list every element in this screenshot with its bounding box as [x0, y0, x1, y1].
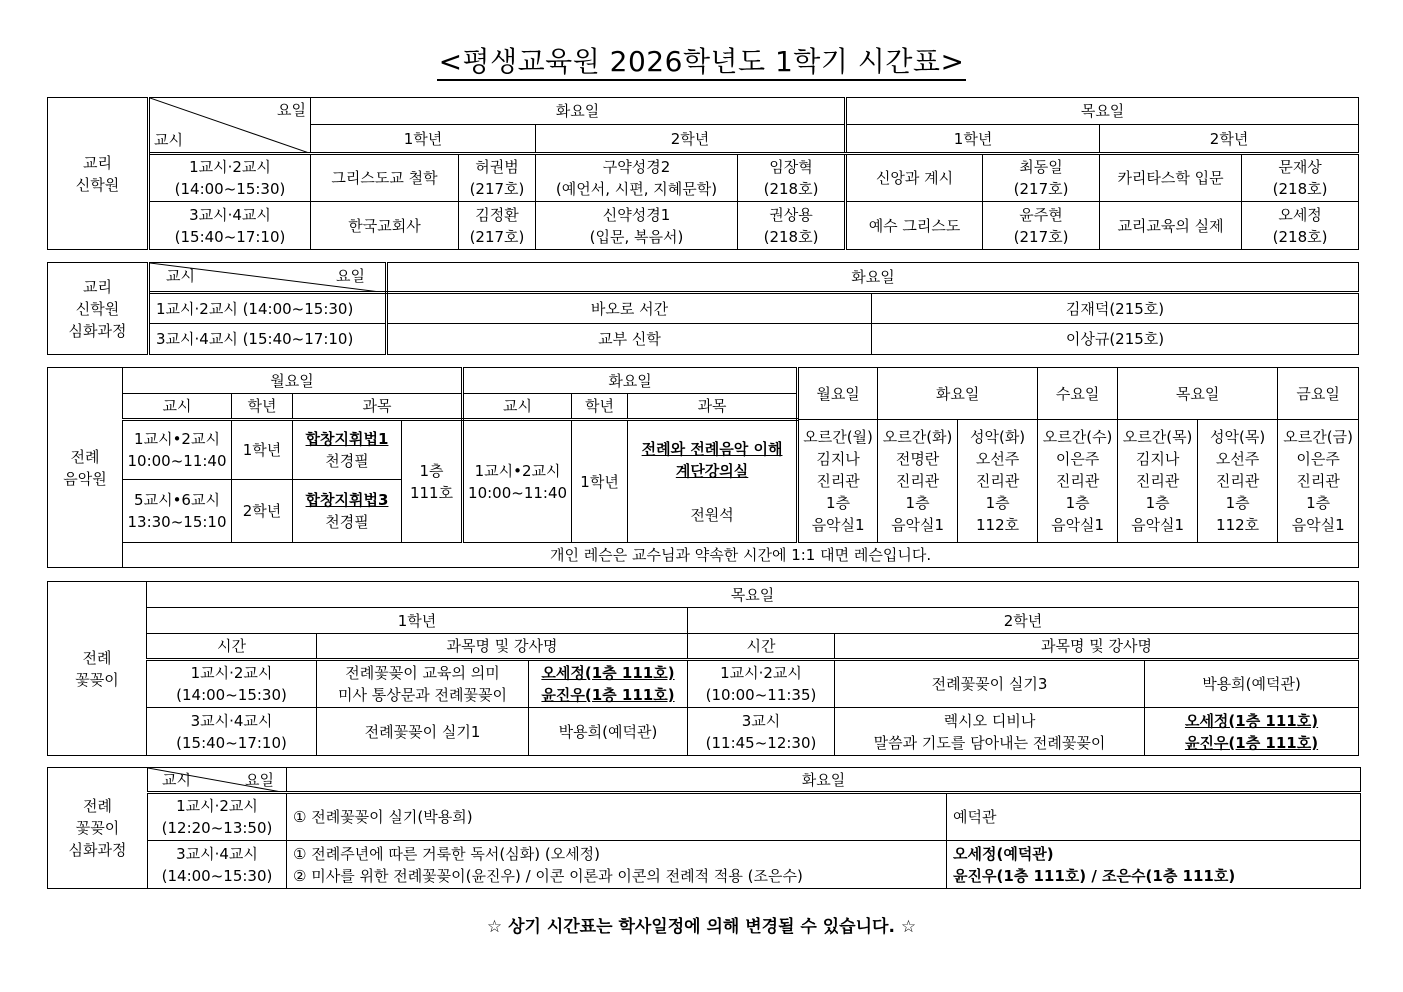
year-cell: 2학년: [232, 480, 293, 543]
teacher-cell: 김정환 (217호): [459, 202, 536, 250]
col-header-course: 과목: [628, 394, 798, 420]
col-header-time: 시간: [688, 634, 835, 660]
dept-label: 교리 신학원 심화과정: [48, 263, 149, 355]
table-doctrine-advanced: [47, 262, 1359, 355]
lesson-cell: 오르간(화) 전명란 진리관 1층 음악실1: [878, 420, 958, 543]
year-header: 1학년: [311, 125, 536, 154]
dept-label: 전례 꽃꽂이: [48, 582, 147, 756]
teacher-cell: 오세정(1층 111호) 윤진우(1층 111호): [529, 660, 688, 708]
dept-label: 전례 음악원: [48, 368, 123, 568]
course-cell: 그리스도교 철학: [311, 154, 459, 202]
course-cell: 전례꽃꽂이 실기1: [317, 708, 529, 756]
lesson-day-header: 월요일: [798, 368, 878, 420]
course-cell: 합창지휘법3 천경필: [293, 480, 402, 543]
corner-header: [149, 98, 311, 154]
period-cell: 3교시 (11:45~12:30): [688, 708, 835, 756]
teacher-cell: 문재상 (218호): [1242, 154, 1359, 202]
room-cell: 1층 111호: [402, 420, 463, 543]
teacher-cell: 이상규(215호): [872, 324, 1359, 355]
lesson-note: 개인 레슨은 교수님과 약속한 시간에 1:1 대면 레슨입니다.: [123, 543, 1359, 568]
period-cell: 1교시·2교시 (14:00~15:30): [149, 154, 311, 202]
table-liturgy-flowers: [47, 581, 1359, 756]
col-header-year: 학년: [572, 394, 628, 420]
period-cell: 3교시·4교시 (14:00~15:30): [148, 841, 287, 889]
period-cell: 3교시·4교시 (15:40~17:10): [149, 324, 387, 355]
period-cell: 1교시·2교시 (14:00~15:30): [149, 293, 387, 324]
teacher-cell: 권상용 (218호): [738, 202, 846, 250]
course-cell: 바오로 서간: [387, 293, 872, 324]
lesson-cell: 오르간(금) 이은주 진리관 1층 음악실1: [1278, 420, 1359, 543]
teacher-cell: 김재덕(215호): [872, 293, 1359, 324]
lesson-day-header: 수요일: [1038, 368, 1118, 420]
teacher-cell: 오세정 (218호): [1242, 202, 1359, 250]
col-header-period: 교시: [123, 394, 232, 420]
corner-header: [148, 768, 287, 793]
col-header-course: 과목: [293, 394, 463, 420]
period-cell: 1교시·2교시 (10:00~11:35): [688, 660, 835, 708]
corner-header: [149, 263, 387, 293]
period-cell: 3교시·4교시 (15:40~17:10): [149, 202, 311, 250]
period-cell: 1교시•2교시 10:00~11:40: [463, 420, 572, 543]
day-header: 화요일: [287, 768, 1361, 793]
day-header: 화요일: [311, 98, 846, 125]
day-header: 화요일: [463, 368, 798, 394]
footer-note: ☆ 상기 시간표는 학사일정에 의해 변경될 수 있습니다. ☆: [486, 917, 917, 937]
teacher-cell: 허권범 (217호): [459, 154, 536, 202]
period-cell: 1교시·2교시 (14:00~15:30): [147, 660, 317, 708]
table-doctrine-theology: [47, 97, 1359, 250]
col-header-period: 교시: [463, 394, 572, 420]
course-cell: 신앙과 계시: [846, 154, 983, 202]
corner-period-label: 교시: [162, 771, 191, 789]
lesson-cell: 오르간(목) 김지나 진리관 1층 음악실1: [1118, 420, 1198, 543]
teacher-cell: 박용희(예덕관): [529, 708, 688, 756]
teacher-cell: 최동일 (217호): [983, 154, 1100, 202]
year-header: 2학년: [536, 125, 846, 154]
lesson-day-header: 화요일: [878, 368, 1038, 420]
teacher-cell: 임장혁 (218호): [738, 154, 846, 202]
col-header-time: 시간: [147, 634, 317, 660]
page-title-wrap: [0, 40, 1403, 80]
teacher-cell: 오세정(1층 111호) 윤진우(1층 111호): [1145, 708, 1359, 756]
year-header: 2학년: [688, 608, 1359, 634]
corner-period-label: 교시: [166, 267, 195, 285]
day-header: 목요일: [846, 98, 1359, 125]
course-cell: 교리교육의 실제: [1100, 202, 1242, 250]
course-cell: 구약성경2 (예언서, 시편, 지혜문학): [536, 154, 738, 202]
corner-period-label: 교시: [154, 131, 183, 149]
corner-day-label: 요일: [336, 267, 365, 285]
lesson-cell: 성악(화) 오선주 진리관 1층 112호: [958, 420, 1038, 543]
table-flowers-advanced: [47, 767, 1361, 889]
course-cell: 신약성경1 (입문, 복음서): [536, 202, 738, 250]
dept-label: 교리 신학원: [48, 98, 149, 250]
year-cell: 1학년: [572, 420, 628, 543]
page-title: <평생교육원 2026학년도 1학기 시간표>: [437, 45, 967, 81]
course-cell: 합창지휘법1 천경필: [293, 420, 402, 480]
course-cell: 한국교회사: [311, 202, 459, 250]
period-cell: 3교시·4교시 (15:40~17:10): [147, 708, 317, 756]
teacher-cell: 박용희(예덕관): [1145, 660, 1359, 708]
room-cell: 오세정(예덕관) 윤진우(1층 111호) / 조은수(1층 111호): [947, 841, 1361, 889]
lesson-cell: 성악(목) 오선주 진리관 1층 112호: [1198, 420, 1278, 543]
table-liturgy-music: [47, 367, 1359, 568]
course-cell: 전례꽃꽂이 실기3: [835, 660, 1145, 708]
course-cell: 예수 그리스도: [846, 202, 983, 250]
course-cell: 전례꽃꽂이 교육의 의미 미사 통상문과 전례꽃꽂이: [317, 660, 529, 708]
corner-day-label: 요일: [245, 771, 274, 789]
lesson-cell: 오르간(월) 김지나 진리관 1층 음악실1: [798, 420, 878, 543]
col-header-year: 학년: [232, 394, 293, 420]
day-header: 화요일: [387, 263, 1359, 293]
period-cell: 1교시·2교시 (12:20~13:50): [148, 793, 287, 841]
room-cell: 예덕관: [947, 793, 1361, 841]
day-header: 월요일: [123, 368, 463, 394]
year-cell: 1학년: [232, 420, 293, 480]
course-cell: ① 전례꽃꽂이 실기(박용희): [287, 793, 947, 841]
course-cell: 교부 신학: [387, 324, 872, 355]
col-header-course: 과목명 및 강사명: [835, 634, 1359, 660]
lesson-day-header: 목요일: [1118, 368, 1278, 420]
lesson-cell: 오르간(수) 이은주 진리관 1층 음악실1: [1038, 420, 1118, 543]
course-cell: 전례와 전례음악 이해 계단강의실 전원석: [628, 420, 798, 543]
day-header: 목요일: [147, 582, 1359, 608]
course-cell: ① 전례주년에 따른 거룩한 독서(심화) (오세정) ② 미사를 위한 전례꽃꽂이(윤진우) / 이콘 이론과 이콘의 전례적 적용 (조은수): [287, 841, 947, 889]
year-header: 1학년: [846, 125, 1100, 154]
year-header: 1학년: [147, 608, 688, 634]
col-header-course: 과목명 및 강사명: [317, 634, 688, 660]
course-cell: 렉시오 디비나 말씀과 기도를 담아내는 전례꽃꽂이: [835, 708, 1145, 756]
lesson-day-header: 금요일: [1278, 368, 1359, 420]
teacher-cell: 윤주현 (217호): [983, 202, 1100, 250]
corner-day-label: 요일: [277, 101, 306, 119]
period-cell: 1교시•2교시 10:00~11:40: [123, 420, 232, 480]
year-header: 2학년: [1100, 125, 1359, 154]
period-cell: 5교시•6교시 13:30~15:10: [123, 480, 232, 543]
dept-label: 전례 꽃꽂이 심화과정: [48, 768, 148, 889]
course-cell: 카리타스학 입문: [1100, 154, 1242, 202]
